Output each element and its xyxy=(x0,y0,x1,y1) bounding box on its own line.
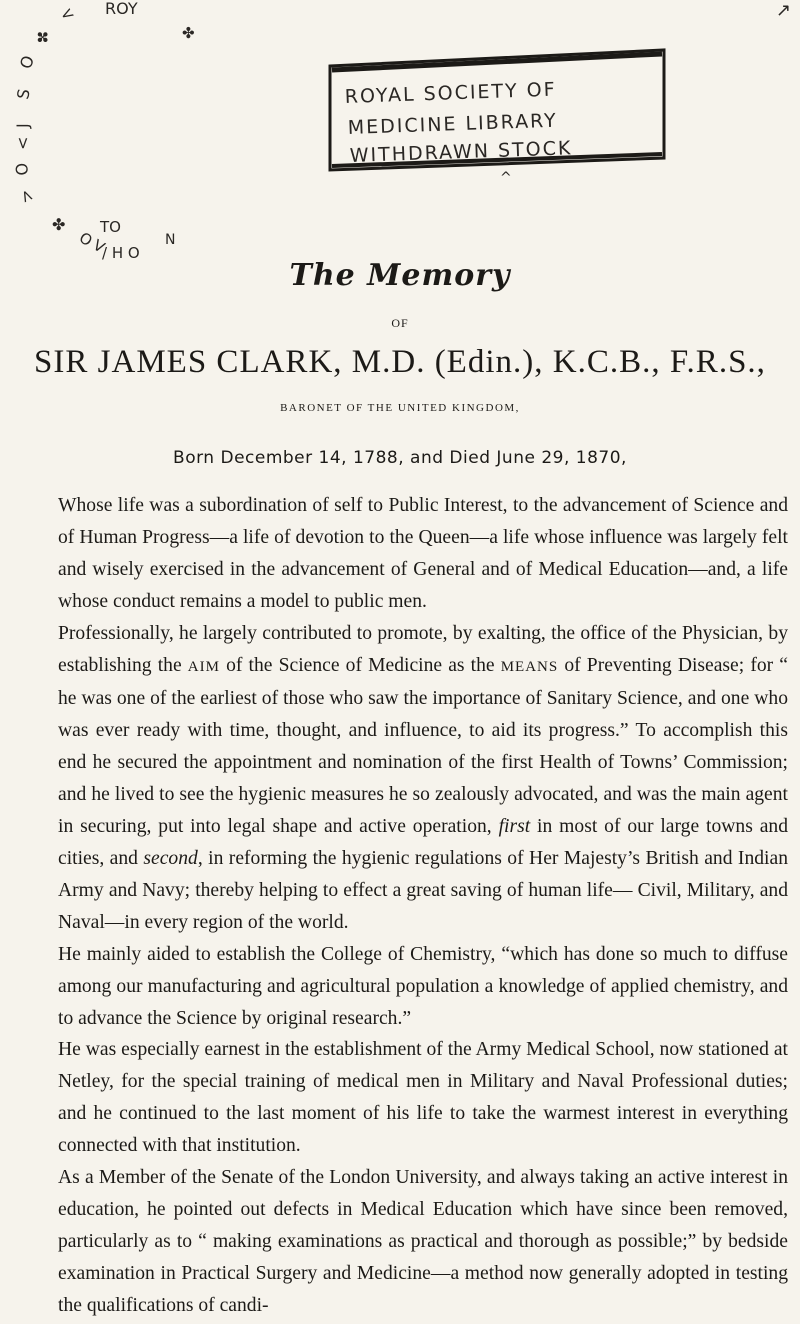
paragraph-3: He mainly aided to establish the College of Chemistry, “which has done so much to diffuse among our manufacturing and agricultural population a knowledge of applied chemistry, and to advance the Science by original research.” xyxy=(58,943,788,1029)
svg-text:✤: ✤ xyxy=(31,25,55,49)
paragraph-2 xyxy=(58,618,788,939)
memorial-body xyxy=(58,490,788,1322)
second-word: second xyxy=(143,847,198,869)
stamp-line-1: ROYAL SOCIETY OF xyxy=(344,78,557,108)
of-label: OF xyxy=(391,316,409,330)
svg-text:<: < xyxy=(56,2,78,26)
library-stamp-graphic xyxy=(0,0,800,300)
library-stamp-area xyxy=(0,0,800,300)
subject-name: SIR JAMES CLARK, M.D. (Edin.), K.C.B., F.R.S., xyxy=(34,344,766,380)
paragraph-2-text-d: in most of our large towns and cities, and xyxy=(58,816,788,869)
svg-text:✤: ✤ xyxy=(52,215,66,234)
stamp-line-2: MEDICINE LIBRARY xyxy=(347,109,559,139)
paragraph-5: As a Member of the Senate of the London University, and always taking an active interest in education, he pointed out defects in Medical Education which have since been removed, particularly as to “ making examinations as practical and thorough as possible;” by bedside examination in Practical Surgery and Medicine—a method now generally adopted in testing the qualifications of candi- xyxy=(58,1167,788,1316)
svg-text:O: O xyxy=(75,228,96,251)
svg-text:/ H O: / H O xyxy=(102,244,140,262)
svg-text:<: < xyxy=(13,136,32,150)
aim-word: AIM xyxy=(187,658,220,675)
corner-mark: ↗ xyxy=(776,0,792,21)
svg-text:>: > xyxy=(14,186,38,207)
paragraph-2-text-e: , in reforming the hygienic regulations of Her Majesty’s British and Indian Army and Navy; thereby helping to effect a great saving of human life— Civil, Military, and Naval—in every region of the world. xyxy=(58,847,788,933)
life-dates: Born December 14, 1788, and Died June 29, 1870, xyxy=(173,448,627,468)
stamp-to-text: TO xyxy=(100,218,121,236)
svg-text:^: ^ xyxy=(500,170,512,186)
svg-text:J: J xyxy=(13,123,32,128)
stamp-line-3: WITHDRAWN STOCK xyxy=(349,137,573,167)
stamp-curve-top: ROY xyxy=(105,0,138,18)
paragraph-2-text-c: of Preventing Disease; for “ he was one of the earliest of those who saw the importance of Sanitary Science, and one who was ever ready with time, thought, and influence, to aid its progress.” To accomplish this end he secured the appointment and nomination of the first Health of Towns’ Commission; and he lived to see the hygienic measures he so zealously advocated, and was the main agent in securing, put into legal shape and active operation, xyxy=(58,654,788,838)
svg-text:O: O xyxy=(11,162,32,177)
paragraph-2-text-a: Professionally, he largely contributed to promote, by exalting, the office of the Physician, by establishing the xyxy=(58,622,788,676)
svg-text:✤: ✤ xyxy=(182,24,195,42)
paragraph-4: He was especially earnest in the establishment of the Army Medical School, now stationed at Netley, for the special training of medical men in Military and Naval Professional duties; and he continued to the last moment of his life to take the warmest interest in everything connected with that institution. xyxy=(58,1039,788,1157)
withdrawn-stamp xyxy=(330,50,664,170)
stamp-number: N xyxy=(165,232,176,248)
paragraph-1: Whose life was a subordination of self to Public Interest, to the advancement of Science and of Human Progress—a life of devotion to the Queen—a life whose influence was largely felt and wisely exercised in the advancement of General and of Medical Education—and, a life whose conduct remains a model to public men. xyxy=(58,495,788,612)
first-word: first xyxy=(498,816,531,838)
memorial-title: The Memory xyxy=(289,258,511,293)
svg-text:S: S xyxy=(13,87,34,101)
svg-text:V: V xyxy=(90,235,108,257)
paragraph-2-text-b: of the Science of Medicine as the xyxy=(219,654,501,676)
means-word: MEANS xyxy=(500,658,559,675)
svg-text:O: O xyxy=(15,53,39,72)
subject-title: BARONET OF THE UNITED KINGDOM, xyxy=(280,402,520,414)
